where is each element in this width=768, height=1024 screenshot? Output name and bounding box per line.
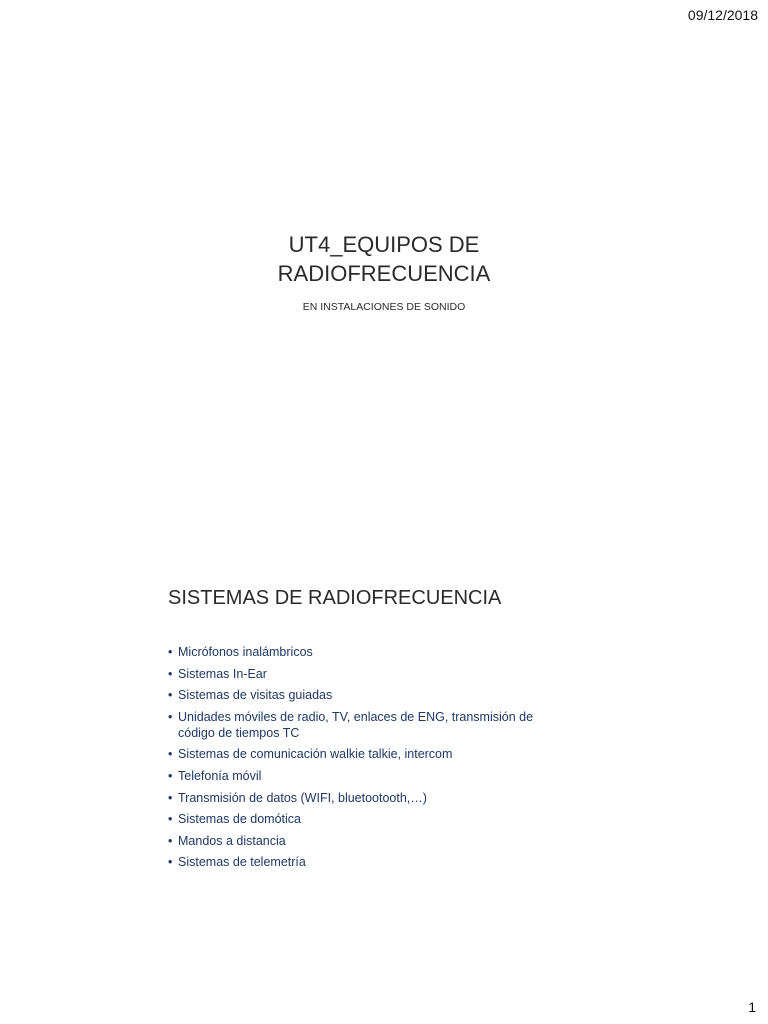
list-item-text: Sistemas In-Ear <box>178 666 267 681</box>
list-item <box>168 854 568 870</box>
list-item <box>168 709 568 741</box>
slide-2 <box>150 560 618 912</box>
slide-1-subtitle: EN INSTALACIONES DE SONIDO <box>302 301 466 313</box>
list-item-text: Mandos a distancia <box>178 833 286 848</box>
list-item-text: Unidades móviles de radio, TV, enlaces de ENG, transmisión de código de tiempos TC <box>178 709 534 740</box>
bullet-icon: • <box>168 666 173 681</box>
list-item-text: Micrófonos inalámbricos <box>178 645 313 659</box>
list-item-text: Sistemas de visitas guiadas <box>178 688 333 703</box>
bullet-list <box>168 644 568 876</box>
list-item <box>168 790 568 806</box>
bullet-icon: • <box>168 709 173 724</box>
list-item <box>168 644 568 660</box>
page-number: 1 <box>748 999 756 1015</box>
list-item <box>168 833 568 849</box>
bullet-icon: • <box>168 855 173 870</box>
list-item-text: Telefonía móvil <box>178 768 262 783</box>
list-item <box>168 746 568 762</box>
list-item <box>168 666 568 682</box>
bullet-icon: • <box>168 747 173 762</box>
slide-1 <box>150 134 618 486</box>
print-date: 09/12/2018 <box>687 7 758 23</box>
bullet-icon: • <box>168 645 173 659</box>
bullet-icon: • <box>168 768 173 783</box>
bullet-icon: • <box>168 688 173 703</box>
slide-2-title: SISTEMAS DE RADIOFRECUENCIA <box>168 587 502 609</box>
list-item <box>168 687 568 703</box>
bullet-icon: • <box>168 833 173 848</box>
slide-1-title-line-2: RADIOFRECUENCIA <box>277 261 491 286</box>
list-item-text: Sistemas de domótica <box>178 812 301 827</box>
list-item <box>168 768 568 784</box>
slide-1-title <box>150 230 618 288</box>
list-item-text: Sistemas de telemetría <box>178 855 306 870</box>
bullet-icon: • <box>168 812 173 827</box>
bullet-icon: • <box>168 790 173 805</box>
list-item-text: Transmisión de datos (WIFI, bluetootooth,…) <box>178 790 427 805</box>
slide-1-title-line-1: UT4_EQUIPOS DE <box>288 232 480 257</box>
list-item <box>168 811 568 827</box>
list-item-text: Sistemas de comunicación walkie talkie, intercom <box>178 747 453 762</box>
